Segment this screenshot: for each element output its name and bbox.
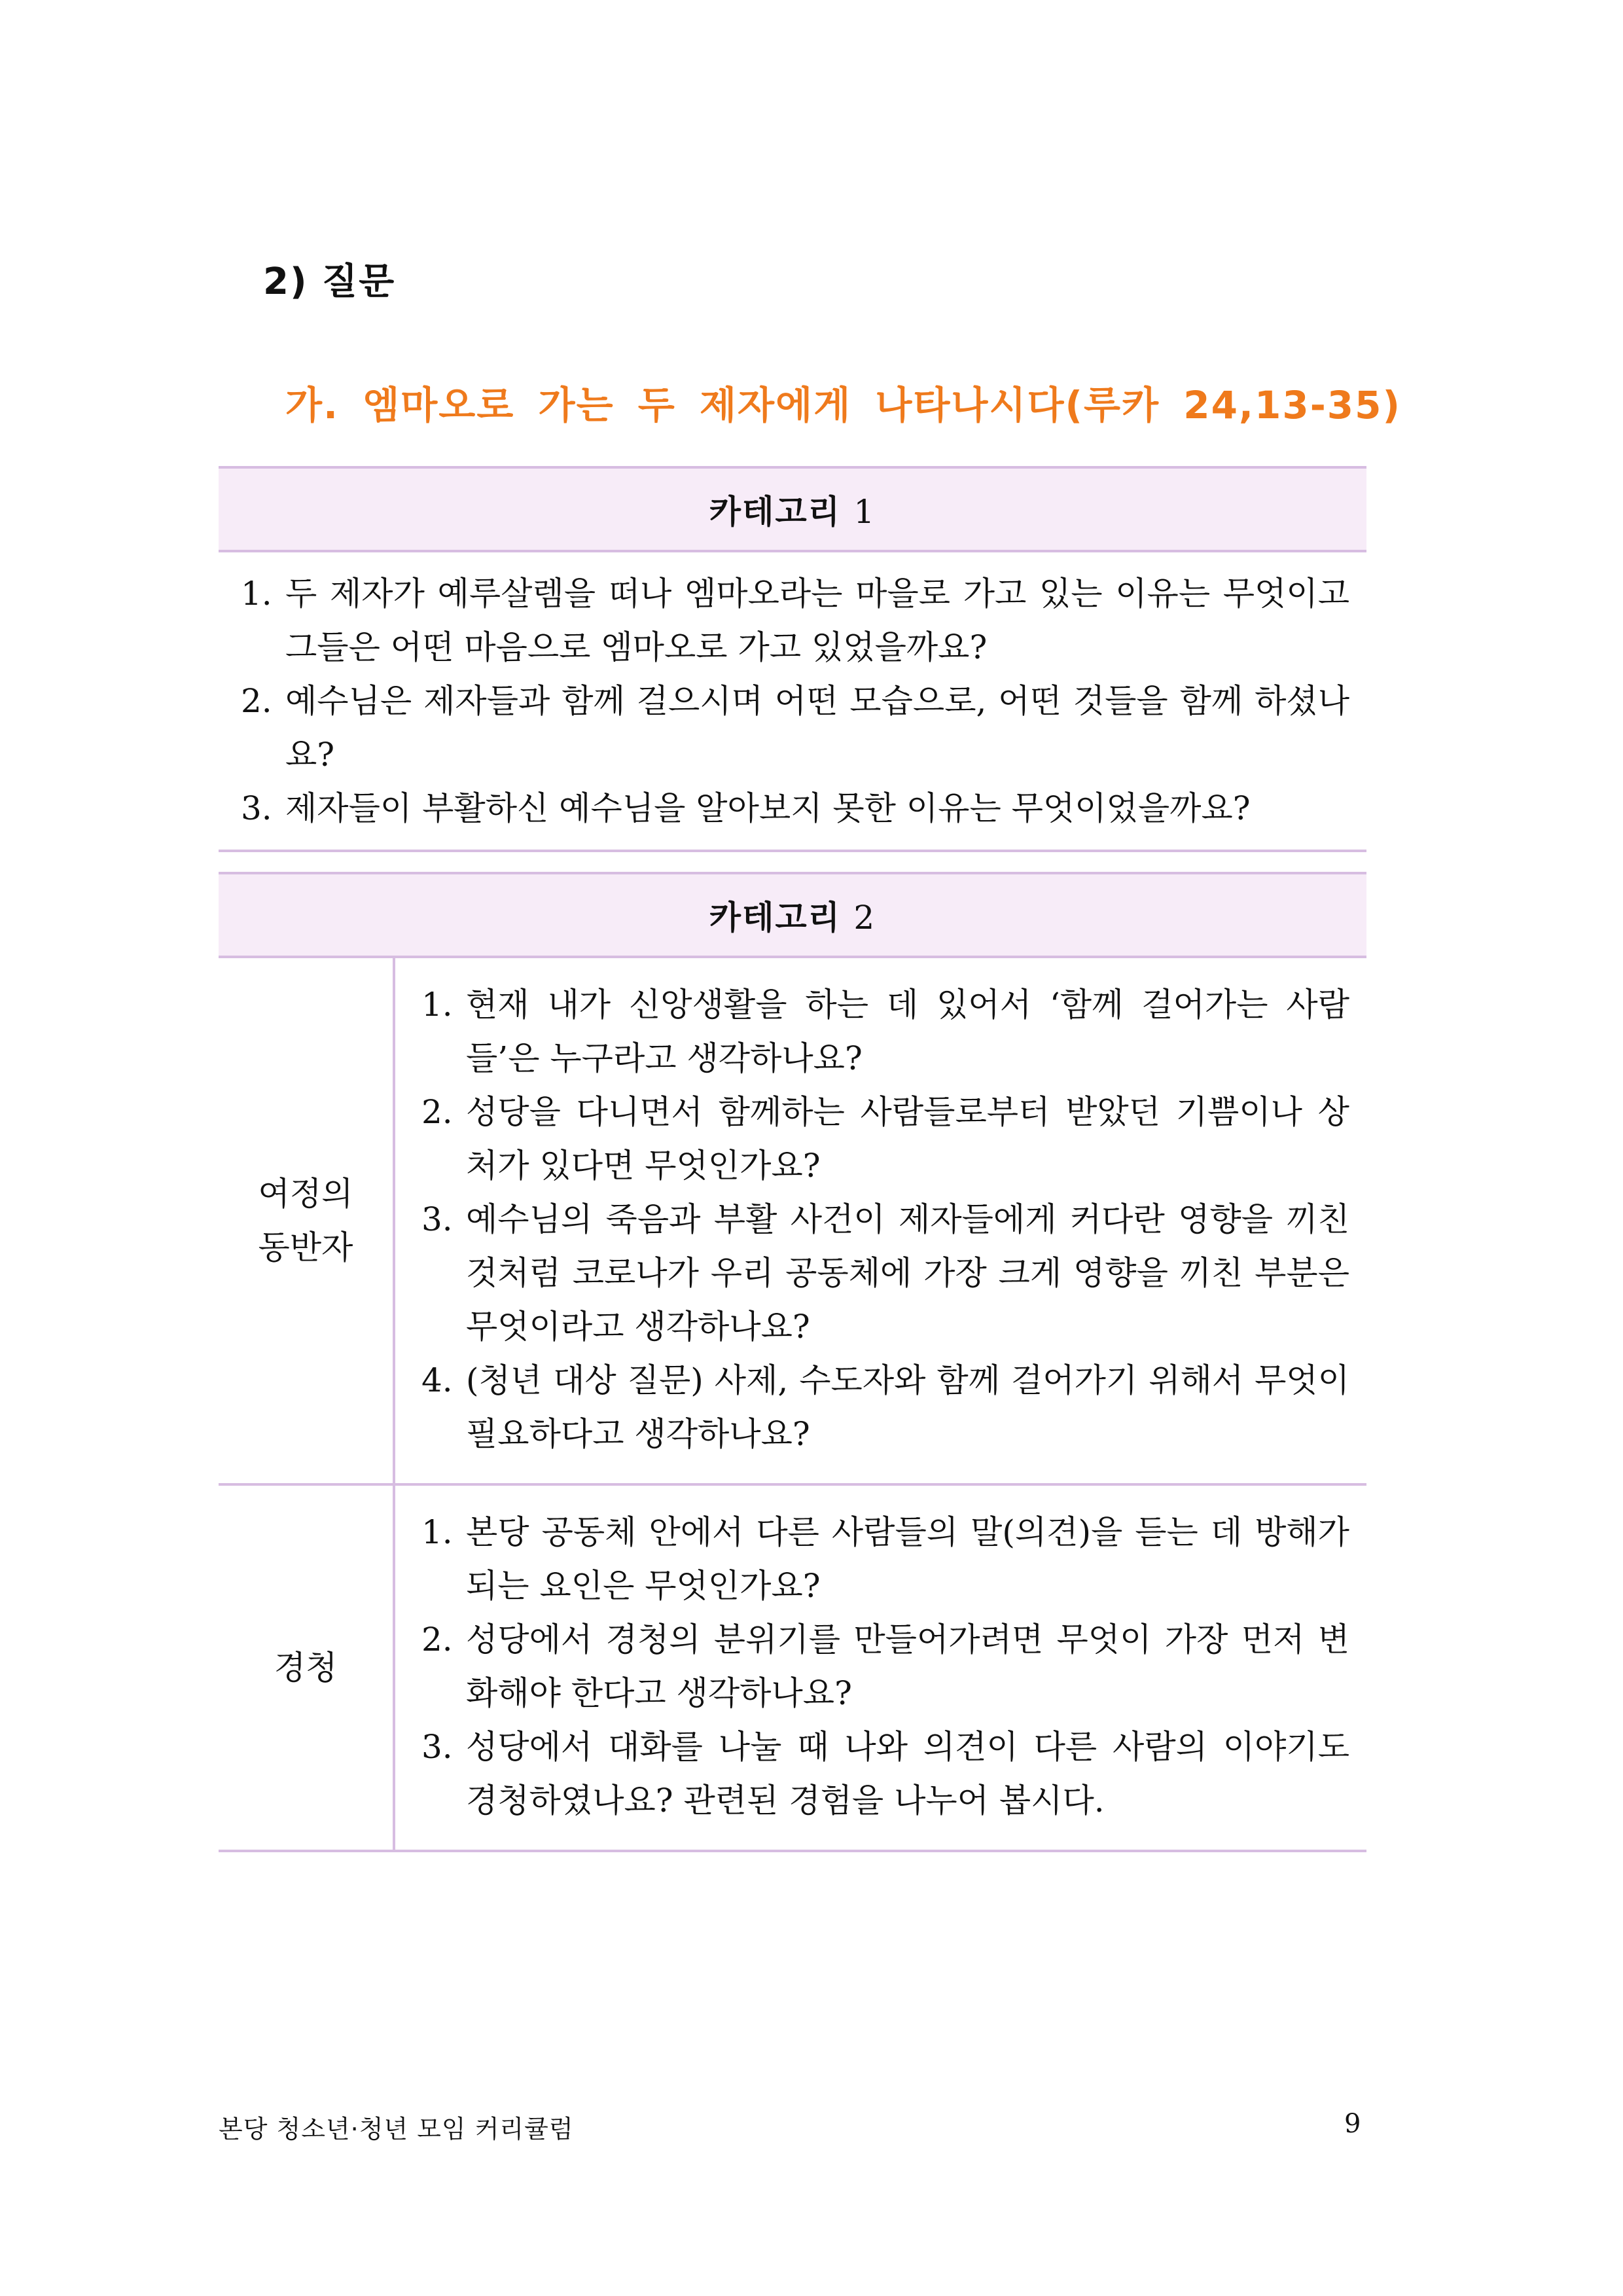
category1-question-list — [241, 567, 1349, 835]
category2-row-listening — [219, 1484, 1366, 1851]
question-text: 현재 내가 신앙생활을 하는 데 있어서 ‘함께 걸어가는 사람들’은 누구라고 생각하나요? — [466, 986, 1349, 1077]
question-number: 1. — [421, 986, 453, 1024]
category2-number: 2 — [853, 899, 876, 937]
question-text: 제자들이 부활하신 예수님을 알아보지 못한 이유는 무엇이었을까요? — [285, 789, 1251, 827]
companions-question — [421, 1354, 1349, 1461]
question-number: 1. — [421, 1513, 453, 1551]
footer-title: 본당 청소년·청년 모임 커리큘럼 — [219, 2115, 574, 2144]
listening-question — [421, 1720, 1349, 1827]
category1-question — [241, 781, 1349, 835]
question-text: 두 제자가 예루살렘을 떠나 엠마오라는 마을로 가고 있는 이유는 무엇이고 그들은 어떤 마음으로 엠마오로 가고 있었을까요? — [285, 575, 1349, 666]
category1-number: 1 — [853, 493, 876, 531]
page-number: 9 — [1344, 2109, 1361, 2139]
question-text: (청년 대상 질문) 사제, 수도자와 함께 걸어가기 위해서 무엇이 필요하다고 생각하나요? — [466, 1361, 1349, 1453]
companions-question — [421, 1085, 1349, 1193]
listening-question — [421, 1505, 1349, 1613]
question-text: 성당에서 대화를 나눌 때 나와 의견이 다른 사람의 이야기도 경청하였나요? 관련된 경험을 나누어 봅시다. — [466, 1728, 1349, 1820]
section-heading: 2) 질문 — [263, 260, 396, 303]
category2-label-listening — [219, 1484, 394, 1851]
label-line: 경청 — [274, 1649, 338, 1687]
question-number: 2. — [421, 1621, 453, 1659]
category2-header — [219, 873, 1366, 957]
category1-question — [241, 674, 1349, 781]
question-number: 2. — [241, 682, 272, 720]
label-line: 여정의 — [258, 1175, 353, 1213]
category2-list-companions — [394, 957, 1366, 1484]
category1-table — [219, 466, 1366, 852]
companions-question — [421, 978, 1349, 1085]
companions-question — [421, 1193, 1349, 1354]
passage-subheading: 가. 엠마오로 가는 두 제자에게 나타나시다(루카 24,13-35) — [285, 383, 1401, 427]
category1-title: 카테고리 — [709, 493, 841, 531]
question-text: 성당에서 경청의 분위기를 만들어가려면 무엇이 가장 먼저 변화해야 한다고 생각하나요? — [466, 1621, 1349, 1712]
question-number: 3. — [421, 1728, 453, 1766]
listening-question-list — [421, 1505, 1349, 1827]
category2-table — [219, 872, 1366, 1852]
category2-row-companions — [219, 957, 1366, 1484]
question-number: 4. — [421, 1361, 453, 1399]
category2-label-companions — [219, 957, 394, 1484]
category1-body — [219, 551, 1366, 851]
question-number: 2. — [421, 1093, 453, 1131]
question-text: 예수님의 죽음과 부활 사건이 제자들에게 커다란 영향을 끼친 것처럼 코로나가 우리 공동체에 가장 크게 영향을 끼친 부분은 무엇이라고 생각하나요? — [466, 1200, 1349, 1346]
question-number: 1. — [241, 575, 272, 613]
label-line: 동반자 — [258, 1229, 353, 1266]
category1-header — [219, 467, 1366, 551]
question-number: 3. — [421, 1200, 453, 1238]
question-text: 예수님은 제자들과 함께 걸으시며 어떤 모습으로, 어떤 것들을 함께 하셨나요? — [285, 682, 1349, 774]
category2-title: 카테고리 — [709, 899, 841, 937]
question-number: 3. — [241, 789, 272, 827]
category1-question — [241, 567, 1349, 674]
listening-question — [421, 1613, 1349, 1720]
question-text: 성당을 다니면서 함께하는 사람들로부터 받았던 기쁨이나 상처가 있다면 무엇인가요? — [466, 1093, 1349, 1185]
question-text: 본당 공동체 안에서 다른 사람들의 말(의견)을 듣는 데 방해가 되는 요인은 무엇인가요? — [466, 1513, 1349, 1605]
category2-list-listening — [394, 1484, 1366, 1851]
companions-question-list — [421, 978, 1349, 1461]
